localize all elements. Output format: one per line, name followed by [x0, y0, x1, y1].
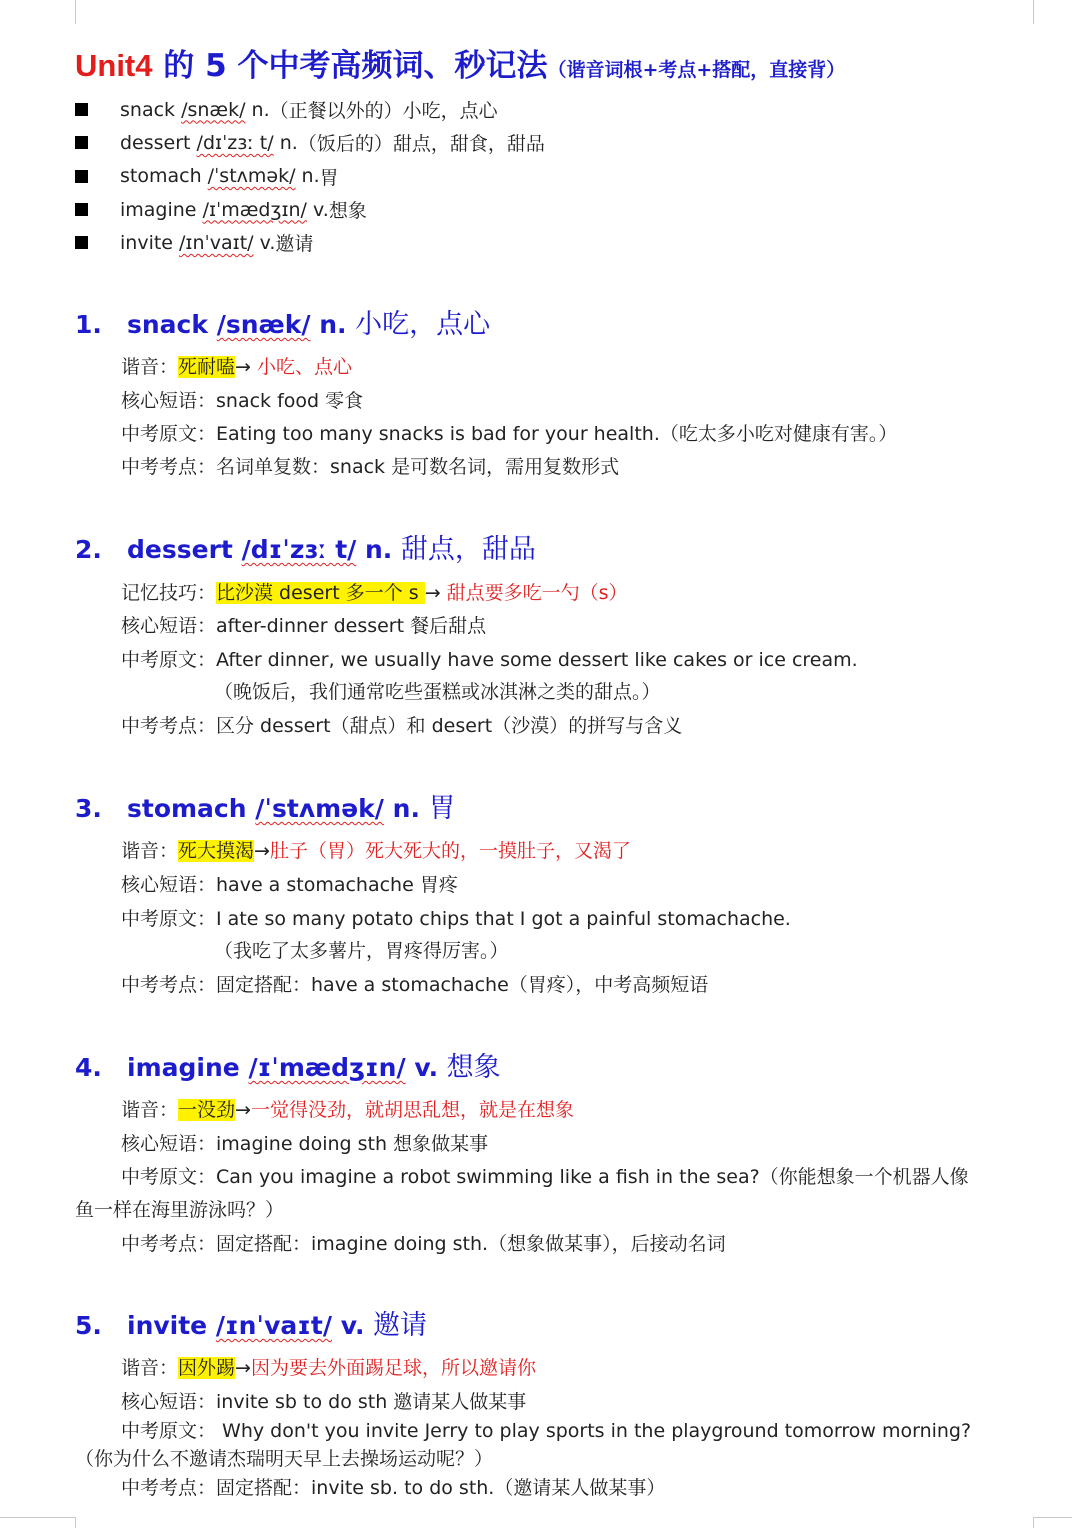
exam-point-text: 名词单复数：snack 是可数名词，需用复数形式: [216, 456, 620, 478]
original-text: Why don't you invite Jerry to play sports in the playground tomorrow morning?（你为什么不邀请杰瑞明天早上去操场运动呢？）: [75, 1420, 972, 1470]
section-heading: [75, 1303, 427, 1342]
page-title: [75, 40, 845, 85]
memory-explanation: 一觉得没劲，就胡思乱想，就是在想象: [250, 1099, 574, 1121]
arrow-icon: →: [235, 356, 251, 378]
exam-point-line: [121, 1475, 665, 1501]
overview-word: invite: [120, 231, 173, 254]
exam-point-label: 中考考点：: [121, 1477, 217, 1499]
exam-point-text: 固定搭配：have a stomachache（胃疼），中考高频短语: [216, 974, 709, 996]
original-text: I ate so many potato chips that I got a painful stomachache.: [216, 908, 791, 930]
phrase-text: invite sb to do sth 邀请某人做某事: [216, 1391, 527, 1413]
section-number: 5.: [75, 1311, 102, 1340]
title-subtitle: （谐音词根+考点+搭配，直接背）: [547, 59, 846, 81]
overview-phonetic: /ˈstʌmək/: [207, 165, 296, 188]
section-phonetic: /ˈstʌmək/: [255, 794, 384, 823]
original-translation: （我吃了太多薯片，胃疼得厉害。）: [214, 940, 509, 962]
original-line: [121, 421, 897, 447]
overview-word: stomach: [120, 165, 202, 188]
memory-highlight: 比沙漠 desert 多一个 s: [216, 582, 425, 604]
phrase-line: [121, 1131, 488, 1157]
exam-point-text: 区分 dessert（甜点）和 desert（沙漠）的拼写与含义: [216, 715, 683, 737]
overview-meaning: （正餐以外的）小吃，点心: [269, 100, 498, 123]
section-meaning: 小吃，点心: [346, 309, 491, 340]
overview-pos: n.: [301, 165, 320, 188]
bullet-square-icon: [75, 170, 88, 183]
phrase-label: 核心短语：: [121, 1391, 217, 1413]
original-text: After dinner, we usually have some dessert like cakes or ice cream.: [216, 649, 858, 671]
arrow-icon: →: [424, 582, 447, 604]
section-pos: v.: [340, 1311, 365, 1340]
arrow-icon: →: [254, 840, 270, 862]
page-corner-mark: [0, 0, 76, 24]
memory-line: [121, 1355, 536, 1381]
overview-word: dessert: [120, 131, 191, 154]
section-word: snack: [127, 310, 208, 339]
phrase-text: after-dinner dessert 餐后甜点: [216, 615, 487, 637]
phrase-label: 核心短语：: [121, 874, 217, 896]
exam-point-label: 中考考点：: [121, 715, 217, 737]
section-pos: n.: [319, 310, 347, 339]
phrase-label: 核心短语：: [121, 390, 217, 412]
title-unit: Unit4: [75, 48, 153, 83]
page-corner-mark: [1033, 1517, 1072, 1528]
exam-point-label: 中考考点：: [121, 456, 217, 478]
bullet-square-icon: [75, 136, 88, 149]
section-phonetic: /snæk/: [216, 310, 311, 339]
overview-meaning: 想象: [328, 200, 367, 223]
phrase-label: 核心短语：: [121, 1133, 217, 1155]
exam-point-line: [121, 713, 682, 739]
section-pos: v.: [414, 1053, 439, 1082]
section-phonetic: /dɪˈzɜː t/: [241, 535, 357, 564]
original-line: [121, 906, 791, 932]
exam-point-label: 中考考点：: [121, 974, 217, 996]
overview-phonetic: /dɪˈzɜː t/: [196, 131, 274, 154]
original-line: [75, 1161, 975, 1227]
section-meaning: 甜点，甜品: [392, 534, 536, 565]
bullet-square-icon: [75, 236, 88, 249]
bullet-square-icon: [75, 203, 88, 216]
overview-item: [75, 226, 545, 259]
original-label: 中考原文：: [121, 1166, 217, 1188]
memory-highlight: 死大摸渴: [178, 840, 255, 862]
overview-item: [75, 126, 545, 159]
exam-point-line: [121, 972, 708, 998]
memory-line: [121, 838, 631, 864]
phrase-line: [121, 388, 363, 414]
section-number: 1.: [75, 310, 102, 339]
memory-explanation: 小吃、点心: [250, 356, 352, 378]
section-heading: [75, 786, 456, 825]
word-overview-list: [75, 93, 545, 259]
memory-explanation: 因为要去外面踢足球，所以邀请你: [250, 1357, 536, 1379]
original-label: 中考原文：: [121, 423, 217, 445]
section-word: imagine: [127, 1053, 240, 1082]
section-number: 4.: [75, 1053, 102, 1082]
memory-highlight: 一没劲: [178, 1099, 236, 1121]
overview-item: [75, 193, 545, 226]
overview-phonetic: /snæk/: [181, 98, 246, 121]
section-pos: n.: [365, 535, 393, 564]
section-number: 3.: [75, 794, 102, 823]
page-corner-mark: [0, 1517, 76, 1528]
arrow-icon: →: [235, 1099, 251, 1121]
memory-explanation: 肚子（胃）死大死大的，一摸肚子，又渴了: [269, 840, 631, 862]
overview-word: snack: [120, 98, 176, 121]
phrase-text: have a stomachache 胃疼: [216, 874, 458, 896]
overview-item: [75, 93, 545, 126]
memory-line: [121, 580, 628, 606]
original-label: 中考原文：: [121, 649, 217, 671]
overview-item: [75, 160, 545, 193]
section-word: invite: [127, 1311, 208, 1340]
section-heading: [75, 302, 490, 341]
phrase-line: [121, 872, 458, 898]
title-main: 的 5 个中考高频词、秒记法: [152, 48, 548, 84]
section-pos: n.: [392, 794, 420, 823]
page-corner-mark: [1033, 0, 1072, 24]
overview-meaning: （饭后的）甜点，甜食，甜品: [297, 133, 545, 156]
overview-pos: v.: [313, 198, 329, 221]
section-word: stomach: [127, 794, 247, 823]
exam-point-label: 中考考点：: [121, 1233, 217, 1255]
exam-point-text: 固定搭配：imagine doing sth.（想象做某事），后接动名词: [216, 1233, 726, 1255]
section-phonetic: /ɪˈmædʒɪn/: [248, 1053, 406, 1082]
section-phonetic: /ɪnˈvaɪt/: [215, 1311, 332, 1340]
memory-label: 谐音：: [121, 1357, 179, 1379]
exam-point-text: 固定搭配：invite sb. to do sth.（邀请某人做某事）: [216, 1477, 666, 1499]
original-text: Eating too many snacks is bad for your health.（吃太多小吃对健康有害。）: [216, 423, 898, 445]
section-heading: [75, 1045, 501, 1084]
memory-label: 谐音：: [121, 356, 179, 378]
original-label: 中考原文：: [121, 1420, 217, 1442]
memory-line: [121, 1097, 574, 1123]
section-meaning: 邀请: [364, 1310, 428, 1341]
section-word: dessert: [127, 535, 233, 564]
memory-label: 谐音：: [121, 1099, 179, 1121]
section-number: 2.: [75, 535, 102, 564]
overview-pos: n.: [279, 131, 298, 154]
overview-phonetic: /ɪnˈvaɪt/: [179, 231, 254, 254]
memory-highlight: 死耐嗑: [178, 356, 236, 378]
overview-meaning: 胃: [319, 166, 339, 189]
phrase-text: snack food 零食: [216, 390, 364, 412]
bullet-square-icon: [75, 103, 88, 116]
original-text: Can you imagine a robot swimming like a fish in the sea?（你能想象一个机器人像鱼一样在海里游泳吗？）: [75, 1166, 969, 1221]
memory-label: 记忆技巧：: [121, 582, 217, 604]
memory-label: 谐音：: [121, 840, 179, 862]
memory-explanation: 甜点要多吃一勺（s）: [446, 582, 628, 604]
phrase-label: 核心短语：: [121, 615, 217, 637]
exam-point-line: [121, 454, 619, 480]
overview-meaning: 邀请: [275, 233, 314, 256]
overview-pos: n.: [251, 98, 270, 121]
memory-highlight: 因外踢: [178, 1357, 236, 1379]
memory-line: [121, 354, 352, 380]
original-label: 中考原文：: [121, 908, 217, 930]
original-line: [75, 1417, 975, 1473]
overview-phonetic: /ɪˈmædʒɪn/: [202, 198, 307, 221]
exam-point-line: [121, 1231, 726, 1257]
original-translation: （晚饭后，我们通常吃些蛋糕或冰淇淋之类的甜点。）: [214, 681, 661, 703]
overview-word: imagine: [120, 198, 197, 221]
phrase-line: [121, 613, 486, 639]
phrase-line: [121, 1389, 526, 1415]
arrow-icon: →: [235, 1357, 251, 1379]
section-meaning: 想象: [438, 1052, 501, 1083]
section-heading: [75, 527, 536, 566]
phrase-text: imagine doing sth 想象做某事: [216, 1133, 489, 1155]
original-line: [121, 647, 858, 673]
overview-pos: v.: [259, 231, 276, 254]
section-meaning: 胃: [419, 793, 456, 824]
